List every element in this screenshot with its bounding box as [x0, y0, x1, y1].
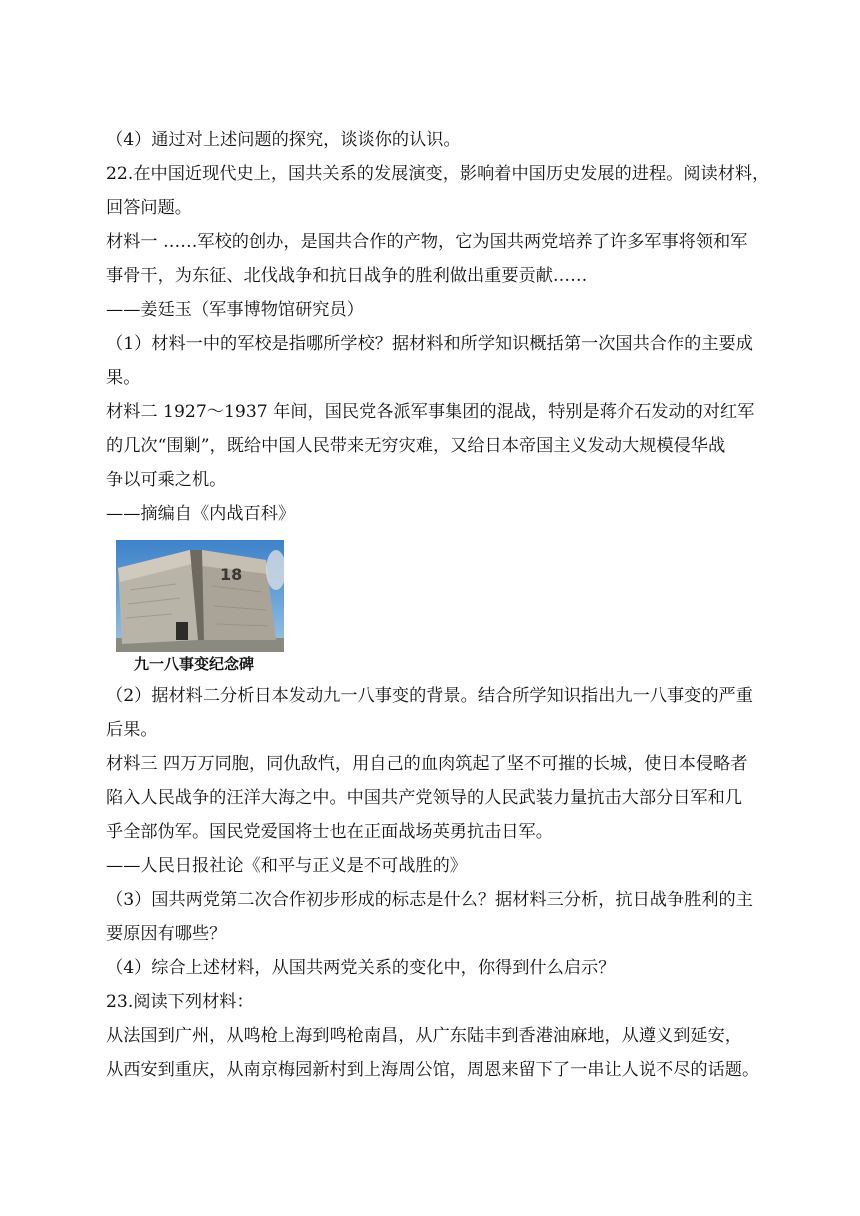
- sub-question-4: （4）综合上述材料，从国共两党关系的变化中，你得到什么启示？: [106, 958, 616, 978]
- material-three: 材料三 四万万同胞，同仇敌忾，用自己的血肉筑起了坚不可摧的长城，使日本侵略者: [106, 754, 748, 774]
- text-line: 要原因有哪些？: [106, 924, 227, 944]
- material-one: 材料一 ……军校的创办，是国共合作的产物，它为国共两党培养了许多军事将领和军: [106, 232, 748, 252]
- monument-photo: [116, 540, 284, 652]
- text-line: 争以可乘之机。: [106, 470, 227, 490]
- question-23-intro: 23.阅读下列材料：: [106, 992, 254, 1012]
- monument-number: 18: [220, 565, 243, 584]
- material-two: 材料二 1927～1937 年间，国民党各派军事集团的混战，特别是蒋介石发动的对红军: [106, 402, 755, 422]
- sub-question-3: （3）国共两党第二次合作初步形成的标志是什么？据材料三分析，抗日战争胜利的主: [106, 890, 753, 910]
- text-line: 后果。: [106, 720, 158, 740]
- text-line: 乎全部伪军。国民党爱国将士也在正面战场英勇抗击日军。: [106, 822, 553, 842]
- text-line: 的几次“围剿”，既给中国人民带来无穷灾难，又给日本帝国主义发动大规模侵华战: [106, 436, 726, 456]
- text-line: 回答问题。: [106, 198, 192, 218]
- sub-question-2: （2）据材料二分析日本发动九一八事变的背景。结合所学知识指出九一八事变的严重: [106, 686, 753, 706]
- sub-question-1: （1）材料一中的军校是指哪所学校？据材料和所学知识概括第一次国共合作的主要成: [106, 334, 753, 354]
- source-attribution: ——姜廷玉（军事博物馆研究员）: [106, 300, 364, 320]
- source-attribution: ——人民日报社论《和平与正义是不可战胜的》: [106, 856, 467, 876]
- source-attribution: ——摘编自《内战百科》: [106, 504, 296, 524]
- text-line: 从西安到重庆，从南京梅园新村到上海周公馆，周恩来留下了一串让人说不尽的话题。: [106, 1060, 760, 1080]
- text-line: （4）通过对上述问题的探究，谈谈你的认识。: [106, 130, 461, 150]
- figure-caption: 九一八事变纪念碑: [134, 655, 255, 673]
- text-line: 事骨干，为东征、北伐战争和抗日战争的胜利做出重要贡献……: [106, 266, 588, 286]
- text-line: 陷入人民战争的汪洋大海之中。中国共产党领导的人民武装力量抗击大部分日军和几: [106, 788, 742, 808]
- text-line: 果。: [106, 368, 141, 388]
- question-22-intro: 22.在中国近现代史上，国共关系的发展演变，影响着中国历史发展的进程。阅读材料，: [106, 164, 770, 184]
- material-text: 从法国到广州，从鸣枪上海到鸣枪南昌，从广东陆丰到香港油麻地，从遵义到延安，: [106, 1026, 742, 1046]
